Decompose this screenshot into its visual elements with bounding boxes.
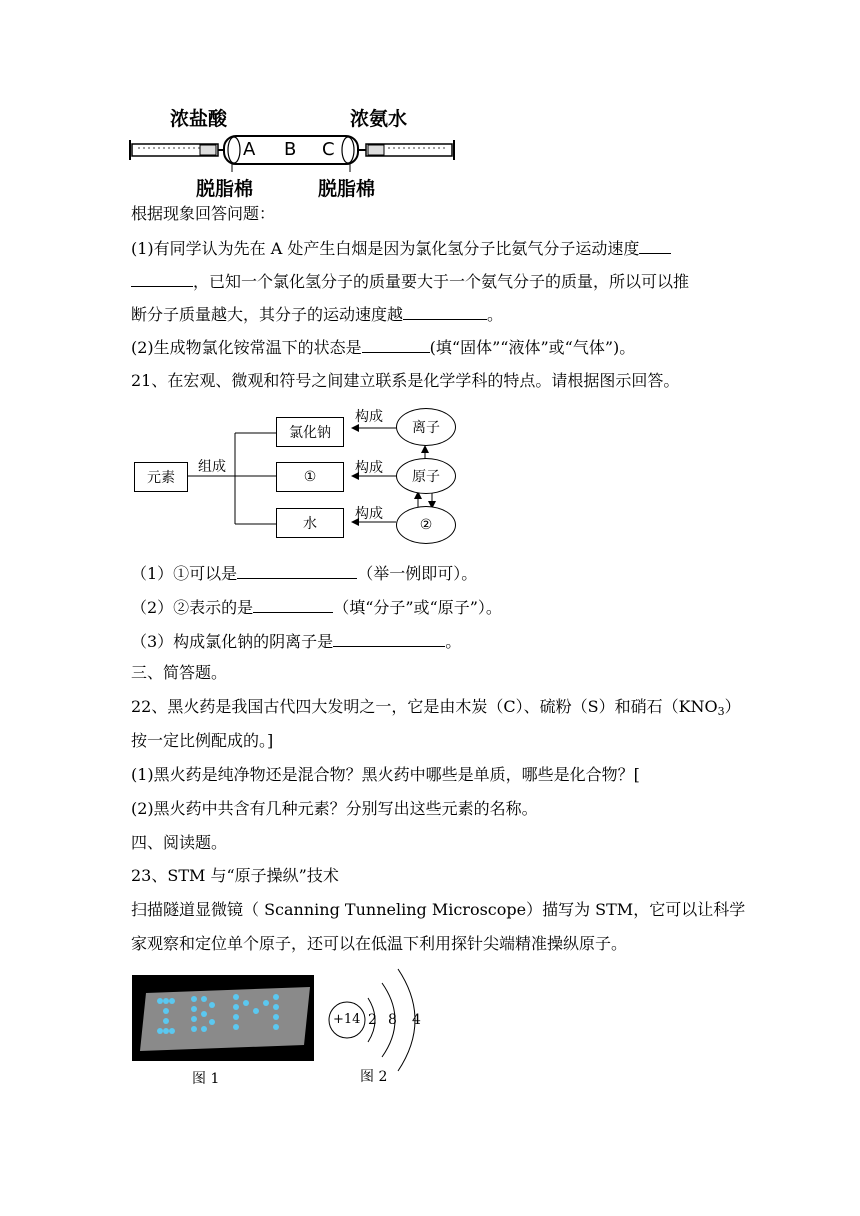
q23-body-line2: 家观察和定位单个原子，还可以在低温下利用探针尖端精准操纵原子。 — [131, 934, 628, 953]
q22-stem-line2: 按一定比例配成的。] — [131, 731, 274, 750]
q21-sub3 — [131, 631, 461, 652]
label-c: C — [322, 139, 335, 160]
q20-part1-end: 。 — [487, 305, 504, 324]
shell-2-electrons: 8 — [388, 1012, 397, 1028]
q21-sub2-text-a: （2）②表示的是 — [131, 598, 254, 617]
answer-blank-state[interactable] — [362, 337, 430, 353]
answer-blank-mass-speed[interactable] — [403, 304, 487, 320]
oval-atom: 原子 — [396, 458, 456, 494]
figure1-caption: 图 1 — [192, 1071, 220, 1087]
label-construct-1: 构成 — [355, 409, 383, 425]
q21-sub1 — [131, 563, 477, 584]
oval-blank-2: ② — [396, 506, 456, 544]
section-heading-reading: 四、阅读题。 — [131, 833, 228, 852]
q22-stem-text-a: 22、黑火药是我国古代四大发明之一，它是由木炭（C）、硫粉（S）和硝石（KNO — [131, 697, 718, 716]
label-cotton-left: 脱脂棉 — [196, 178, 254, 200]
box-element: 元素 — [134, 462, 188, 492]
q20-part2-text-a: (2)生成物氯化铵常温下的状态是 — [131, 338, 362, 357]
q22-part1: (1)黑火药是纯净物还是混合物？黑火药中哪些是单质，哪些是化合物？[ — [131, 765, 640, 784]
answer-blank-q21-1[interactable] — [237, 563, 357, 579]
q21-sub3-text-a: （3）构成氯化钠的阴离子是 — [131, 632, 334, 651]
box-water: 水 — [276, 508, 344, 538]
q22-stem-subscript: 3 — [717, 705, 725, 718]
figure1-ibm-atoms-image — [132, 975, 314, 1061]
q20-part2 — [131, 337, 635, 358]
q20-part1-line2 — [131, 271, 689, 292]
label-conc-hcl: 浓盐酸 — [170, 108, 228, 130]
label-a: A — [243, 139, 256, 160]
q20-part1-line3 — [131, 304, 503, 325]
figure2-caption: 图 2 — [360, 1069, 388, 1085]
section-heading-short-answer: 三、简答题。 — [131, 663, 228, 682]
q22-stem-line1 — [131, 697, 741, 722]
q21-sub1-text-a: （1）①可以是 — [131, 564, 238, 583]
answer-blank-q21-2[interactable] — [253, 597, 333, 613]
q23-body-line1: 扫描隧道显微镜（ Scanning Tunneling Microscope）描写为 STM，它可以让科学 — [131, 900, 746, 919]
q21-stem: 21、在宏观、微观和符号之间建立联系是化学学科的特点。请根据图示回答。 — [131, 371, 680, 390]
q20-part1-text-b: ，已知一个氯化氢分子的质量要大于一个氨气分子的质量，所以可以推 — [193, 272, 690, 291]
q22-part2: (2)黑火药中共含有几种元素？分别写出这些元素的名称。 — [131, 799, 538, 818]
q20-part1-text-a: (1)有同学认为先在 A 处产生白烟是因为氯化氢分子比氨气分子运动速度 — [131, 239, 640, 258]
label-b: B — [284, 139, 297, 160]
answer-blank-speed[interactable] — [639, 238, 671, 254]
q20-part1-line1 — [131, 238, 671, 259]
q23-title: 23、STM 与“原子操纵”技术 — [131, 866, 339, 885]
q21-sub3-text-b: 。 — [445, 632, 462, 651]
q21-sub2-text-b: （填“分子”或“原子”）。 — [333, 598, 502, 617]
nucleus-charge: +14 — [333, 1012, 361, 1027]
shell-3-electrons: 4 — [412, 1012, 421, 1028]
q20-part2-text-b: (填“固体”“液体”或“气体”)。 — [429, 338, 636, 357]
label-construct-3: 构成 — [355, 506, 383, 522]
label-conc-ammonia: 浓氨水 — [350, 108, 408, 130]
oval-ion: 离子 — [396, 408, 456, 446]
q21-sub2 — [131, 597, 502, 618]
box-nacl: 氯化钠 — [276, 417, 344, 447]
box-blank-1: ① — [276, 462, 344, 492]
label-cotton-right: 脱脂棉 — [318, 178, 376, 200]
answer-blank-speed-cont[interactable] — [131, 271, 193, 287]
label-construct-2: 构成 — [355, 460, 383, 476]
q20-intro: 根据现象回答问题： — [131, 204, 276, 223]
answer-blank-q21-3[interactable] — [333, 631, 445, 647]
shell-1-electrons: 2 — [368, 1012, 377, 1028]
label-compose: 组成 — [198, 459, 226, 475]
q21-sub1-text-b: （举一例即可）。 — [357, 564, 478, 583]
q22-stem-text-b: ） — [724, 697, 741, 716]
q20-part1-text-c: 断分子质量越大，其分子的运动速度越 — [131, 305, 404, 324]
